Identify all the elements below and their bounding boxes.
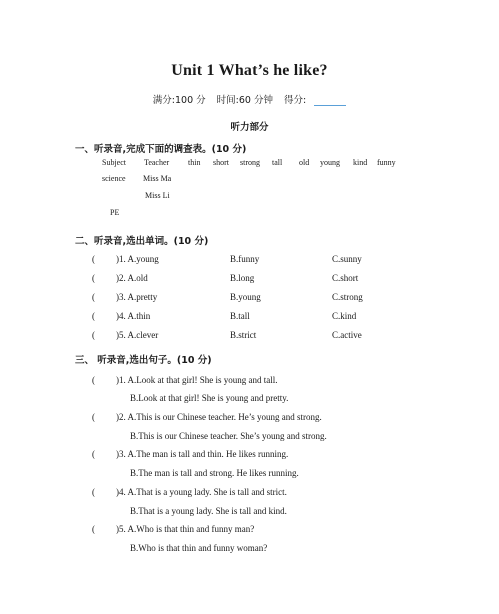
option-a: )1. A.young: [116, 254, 159, 264]
option-a: )4. A.That is a young lady. She is tall and strict.: [116, 487, 287, 497]
result-label: 得分:: [284, 95, 307, 106]
survey-teacher: Miss Li: [145, 191, 170, 200]
answer-bracket[interactable]: (: [92, 330, 95, 340]
page-title: Unit 1 What’s he like?: [171, 62, 328, 79]
score-label: 满分:100 分: [152, 95, 206, 106]
option-c: C.kind: [332, 311, 357, 321]
answer-bracket[interactable]: (: [92, 449, 95, 459]
option-b: B.young: [230, 292, 261, 302]
option-c: C.sunny: [332, 254, 362, 264]
survey-header-cell: thin: [188, 158, 201, 167]
option-a: )3. A.The man is tall and thin. He likes running.: [116, 449, 289, 459]
section-3-heading: 三、 听录音,选出句子。(10 分): [75, 355, 212, 366]
section-2-heading: 二、听录音,选出单词。(10 分): [75, 236, 209, 247]
option-c: C.strong: [332, 292, 363, 302]
option-a: )3. A.pretty: [116, 292, 158, 302]
answer-bracket[interactable]: (: [92, 487, 95, 497]
survey-subject: science: [102, 174, 126, 183]
option-b: B.That is a young lady. She is tall and kind.: [130, 506, 287, 516]
option-a: )5. A.clever: [116, 330, 159, 340]
answer-bracket[interactable]: (: [92, 273, 95, 283]
survey-header-cell: Teacher: [144, 158, 170, 167]
survey-header-cell: old: [299, 158, 310, 167]
section-1-heading: 一、听录音,完成下面的调查表。(10 分): [75, 144, 247, 155]
score-blank[interactable]: [314, 95, 346, 106]
answer-bracket[interactable]: (: [92, 311, 95, 321]
survey-header-cell: Subject: [102, 158, 126, 167]
survey-header-cell: funny: [377, 158, 396, 167]
survey-header-cell: tall: [272, 158, 283, 167]
option-a: )2. A.old: [116, 273, 148, 283]
answer-bracket[interactable]: (: [92, 375, 95, 385]
answer-bracket[interactable]: (: [92, 412, 95, 422]
survey-header-cell: kind: [353, 158, 368, 167]
survey-subject: PE: [110, 208, 120, 217]
option-b: B.Look at that girl! She is young and pretty.: [130, 393, 289, 403]
option-b: B.funny: [230, 254, 260, 264]
option-b: B.tall: [230, 311, 250, 321]
option-b: B.Who is that thin and funny woman?: [130, 543, 268, 553]
survey-header-cell: young: [320, 158, 340, 167]
survey-teacher: Miss Ma: [143, 174, 172, 183]
option-a: )2. A.This is our Chinese teacher. He’s young and strong.: [116, 412, 322, 422]
option-a: )4. A.thin: [116, 311, 151, 321]
option-b: B.strict: [230, 330, 257, 340]
option-b: B.This is our Chinese teacher. She’s young and strong.: [130, 431, 327, 441]
exam-meta: [0, 92, 499, 106]
option-c: C.short: [332, 273, 359, 283]
survey-header-cell: short: [213, 158, 229, 167]
time-label: 时间:60 分钟: [216, 95, 273, 106]
option-b: B.The man is tall and strong. He likes running.: [130, 468, 299, 478]
part-title: 听力部分: [230, 122, 269, 133]
option-a: )5. A.Who is that thin and funny man?: [116, 524, 255, 534]
answer-bracket[interactable]: (: [92, 292, 95, 302]
option-b: B.long: [230, 273, 255, 283]
answer-bracket[interactable]: (: [92, 254, 95, 264]
option-a: )1. A.Look at that girl! She is young and tall.: [116, 375, 278, 385]
option-c: C.active: [332, 330, 362, 340]
answer-bracket[interactable]: (: [92, 524, 95, 534]
survey-header-cell: strong: [240, 158, 260, 167]
